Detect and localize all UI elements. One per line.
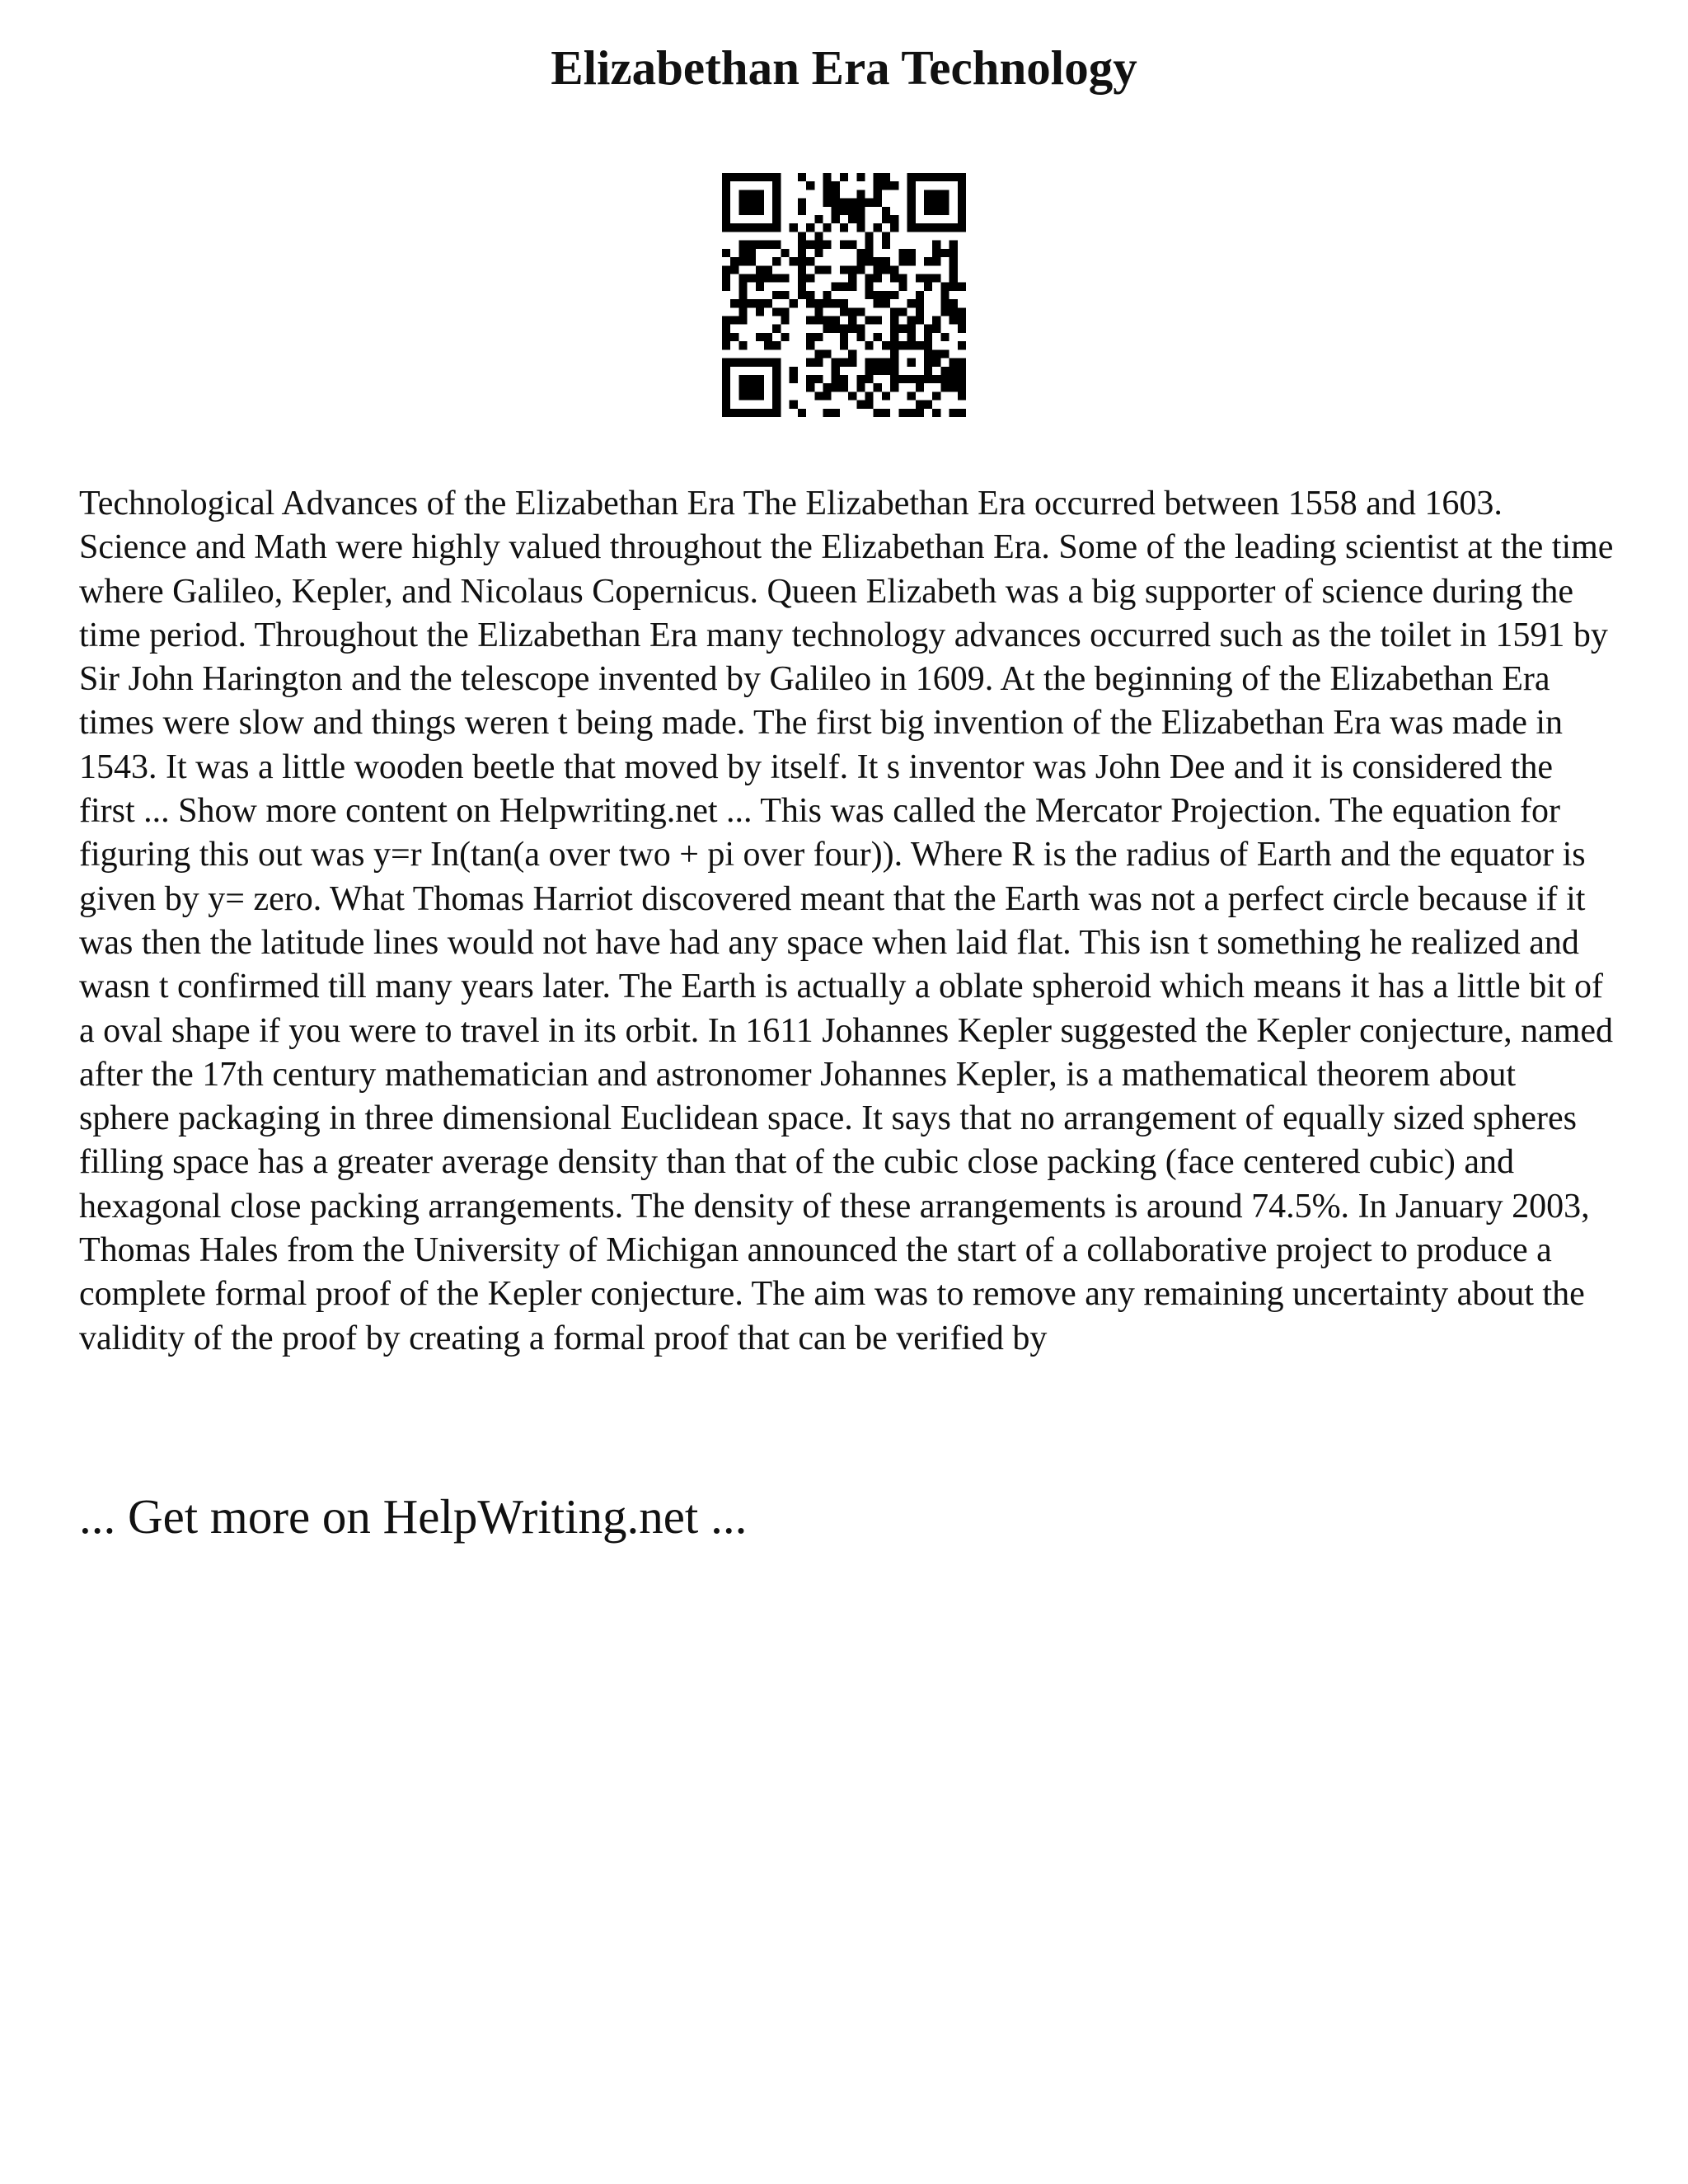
page-title: Elizabethan Era Technology <box>551 40 1137 95</box>
article-body: Technological Advances of the Elizabethan Era The Elizabethan Era occurred between 1558 and 1603. Science and Math were highly valued throughout the Elizabethan Era. Some of the leading scientist at the time where Galileo, Kepler, and Nicolaus Copernicus. Queen Elizabeth was a big supporter of science during the time period. Throughout the Elizabethan Era many technology advances occurred such as the toilet in 1591 by Sir John Harington and the telescope invented by Galileo in 1609. At the beginning of the Elizabethan Era times were slow and things weren t being made. The first big invention of the Elizabethan Era was made in 1543. It was a little wooden beetle that moved by itself. It s inventor was John Dee and it is considered the first ... Show more content on Helpwriting.net ... This was called the Mercator Projection. The equation for figuring this out was y=r In(tan(a over two + pi over four)). Where R is the radius of Earth and the equator is given by y= zero. What Thomas Harriot discovered meant that the Earth was not a perfect circle because if it was then the latitude lines would not have had any space when laid flat. This isn t something he realized and wasn t confirmed till many years later. The Earth is actually a oblate spheroid which means it has a little bit of a oval shape if you were to travel in its orbit. In 1611 Johannes Kepler suggested the Kepler conjecture, named after the 17th century mathematician and astronomer Johannes Kepler, is a mathematical theorem about sphere packaging in three dimensional Euclidean space. It says that no arrangement of equally sized spheres filling space has a greater average density than that of the cubic close packing (face centered cubic) and hexagonal close packing arrangements. The density of these arrangements is around 74.5%. In January 2003, Thomas Hales from the University of Michigan announced the start of a collaborative project to produce a complete formal proof of the Kepler conjecture. The aim was to remove any remaining uncertainty about the validity of the proof by creating a formal proof that can be verified by <box>79 485 1614 1357</box>
qr-code-icon <box>722 173 966 417</box>
get-more-link[interactable]: ... Get more on HelpWriting.net ... <box>79 1489 748 1544</box>
